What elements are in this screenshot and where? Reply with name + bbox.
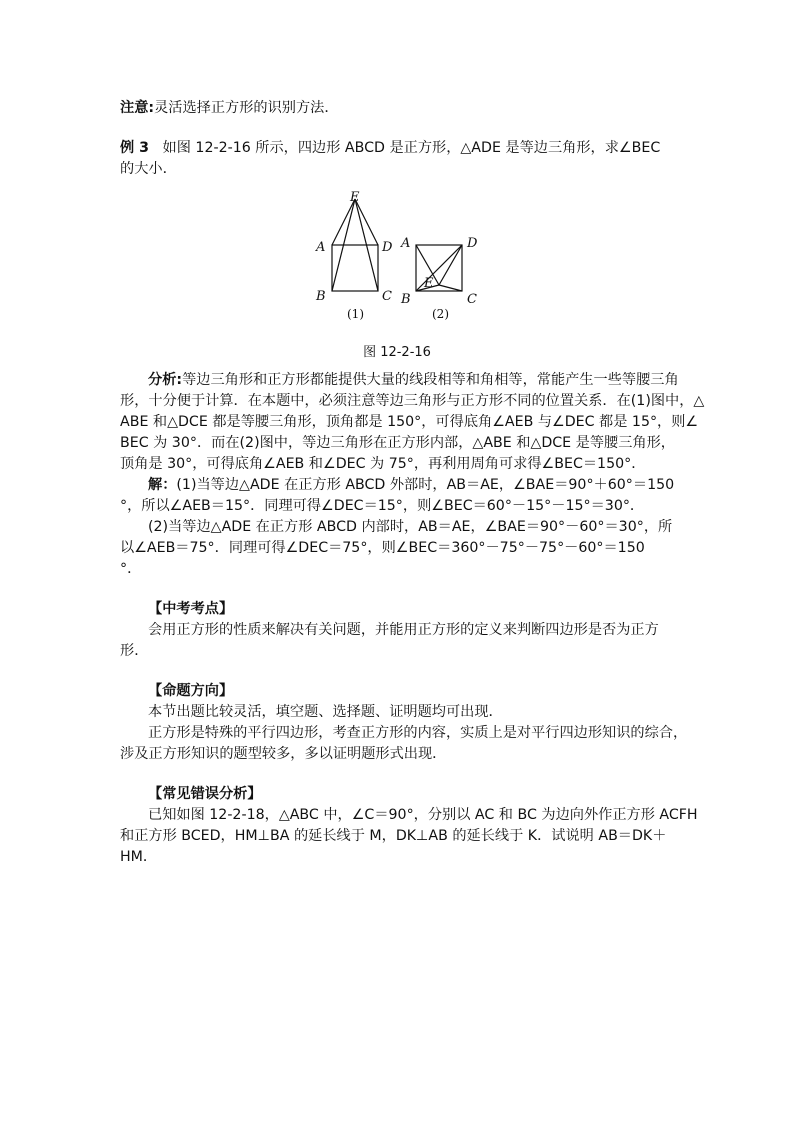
fig2-label-A: A (401, 236, 411, 251)
fig2-label-D: D (467, 236, 478, 251)
fig2-label-E: E (424, 276, 434, 291)
errors-line-1: 已知如图 12-2-18，△ABC 中，∠C＝90°，分别以 AC 和 BC 为边向外作正方形 ACFH (148, 807, 698, 823)
fig1-label-C: C (382, 289, 392, 304)
solution-label: 解： (148, 477, 177, 493)
errors-heading: 【常见错误分析】 (148, 786, 262, 802)
example-line-2: 的大小． (120, 161, 177, 177)
fig1-label-A: A (316, 240, 326, 255)
analysis-text-1: 等边三角形和正方形都能提供大量的线段相等和角相等，常能产生一些等腰三角 (182, 372, 679, 388)
solution-line-4: 以∠AEB＝75°．同理可得∠DEC＝75°，则∠BEC＝360°－75°－75°－60°＝150 (120, 540, 645, 556)
analysis-line-5: 顶角是 30°，可得底角∠AEB 和∠DEC 为 75°，再利用周角可求得∠BEC＝150°． (120, 456, 646, 472)
fig2-label-B: B (401, 292, 411, 307)
example-line-1 (120, 138, 660, 158)
note-label: 注意: (120, 100, 155, 116)
fig1-sublabel: (1) (347, 307, 364, 321)
figure-1-lines (332, 199, 378, 291)
solution-line-1 (148, 475, 674, 495)
solution-line-2: °，所以∠AEB＝15°．同理可得∠DEC＝15°，则∠BEC＝60°－15°－15°＝30°． (120, 498, 645, 514)
direction-heading: 【命题方向】 (148, 683, 234, 699)
direction-line-3: 涉及正方形知识的题型较多，多以证明题形式出现． (120, 746, 447, 762)
note-line (120, 98, 339, 118)
solution-line-5: °． (120, 561, 142, 577)
fig1-label-B: B (316, 289, 326, 304)
errors-line-3: HM． (120, 849, 158, 865)
direction-line-2: 正方形是特殊的平行四边形，考查正方形的内容，实质上是对平行四边形知识的综合， (148, 725, 688, 741)
fig2-sublabel: (2) (432, 307, 449, 321)
analysis-line-2: 形，十分便于计算．在本题中，必须注意等边三角形与正方形不同的位置关系．在(1)图中，△ (120, 393, 705, 409)
fig1-label-E: E (350, 190, 360, 205)
exam-heading: 【中考考点】 (148, 601, 234, 617)
fig1-label-D: D (382, 240, 393, 255)
figure-2-lines (416, 245, 462, 291)
solution-text-1: (1)当等边△ADE 在正方形 ABCD 外部时，AB＝AE，∠BAE＝90°＋60°＝150 (176, 477, 675, 493)
exam-line-1: 会用正方形的性质来解决有关问题，并能用正方形的定义来判断四边形是否为正方 (148, 622, 659, 638)
direction-line-1: 本节出题比较灵活，填空题、选择题、证明题均可出现． (148, 704, 503, 720)
solution-line-3: (2)当等边△ADE 在正方形 ABCD 内部时，AB＝AE，∠BAE＝90°－60°＝30°，所 (148, 519, 673, 535)
exam-line-2: 形． (120, 643, 149, 659)
geometry-figure (300, 185, 500, 325)
example-label: 例 3 (120, 140, 149, 156)
errors-line-2: 和正方形 BCED，HM⊥BA 的延长线于 M，DK⊥AB 的延长线于 K．试说明 AB＝DK＋ (120, 828, 667, 844)
example-text-1: 如图 12-2-16 所示，四边形 ABCD 是正方形，△ADE 是等边三角形，求∠BEC (162, 140, 661, 156)
analysis-label: 分析: (148, 372, 183, 388)
fig2-label-C: C (467, 292, 477, 307)
analysis-line-3: ABE 和△DCE 都是等腰三角形，顶角都是 150°，可得底角∠AEB 与∠DEC 都是 15°，则∠ (120, 414, 699, 430)
note-text: 灵活选择正方形的识别方法． (154, 100, 339, 116)
figure-caption: 图 12-2-16 (363, 345, 431, 360)
analysis-line-4: BEC 为 30°．而在(2)图中，等边三角形在正方形内部，△ABE 和△DCE 是等腰三角形， (120, 435, 675, 451)
analysis-line-1 (148, 370, 679, 390)
